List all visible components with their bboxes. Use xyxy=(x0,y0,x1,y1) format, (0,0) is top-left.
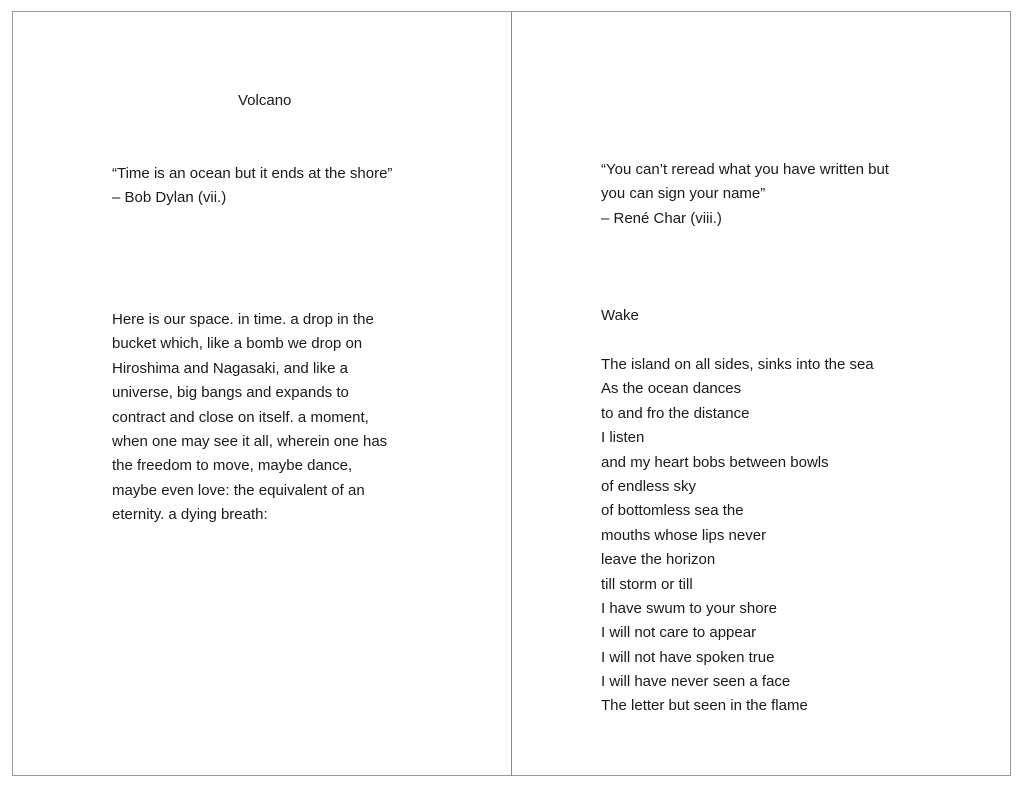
poem-line: I will not care to appear xyxy=(601,624,757,642)
prose-line: bucket which, like a bomb we drop on xyxy=(112,335,363,353)
poem-line: I will not have spoken true xyxy=(601,648,775,666)
poem-line: leave the horizon xyxy=(601,551,716,569)
prose-line: when one may see it all, wherein one has xyxy=(112,432,388,450)
prose-line: the freedom to move, maybe dance, xyxy=(112,457,353,475)
left-epigraph-quote: “Time is an ocean but it ends at the shore” xyxy=(112,165,393,182)
left-page-title: Volcano xyxy=(238,92,292,109)
prose-line: universe, big bangs and expands to xyxy=(112,384,349,402)
right-epigraph-quote-line: you can sign your name” xyxy=(601,185,766,203)
poem-line: I listen xyxy=(601,429,645,447)
prose-line: eternity. a dying breath: xyxy=(112,506,268,524)
poem-line: till storm or till xyxy=(601,575,693,593)
right-epigraph-attribution: – René Char (viii.) xyxy=(601,209,722,227)
poem-line: and my heart bobs between bowls xyxy=(601,453,829,471)
poem-line: to and fro the distance xyxy=(601,404,750,422)
left-prose-paragraph xyxy=(112,308,387,528)
page-divider xyxy=(511,11,512,776)
poem-line: of bottomless sea the xyxy=(601,502,744,520)
left-epigraph-attribution: – Bob Dylan (vii.) xyxy=(112,189,227,207)
poem-line: I will have never seen a face xyxy=(601,673,791,691)
left-epigraph xyxy=(112,162,392,211)
poem-line: The letter but seen in the flame xyxy=(601,697,808,715)
right-epigraph-quote-line: “You can’t reread what you have written but xyxy=(601,161,889,178)
poem-line: The island on all sides, sinks into the sea xyxy=(601,356,874,373)
prose-line: Hiroshima and Nagasaki, and like a xyxy=(112,359,348,377)
poem-line: of endless sky xyxy=(601,477,697,495)
prose-line: Here is our space. in time. a drop in the xyxy=(112,311,374,328)
prose-line: contract and close on itself. a moment, xyxy=(112,408,369,426)
poem-line: I have swum to your shore xyxy=(601,599,777,617)
poem-line: As the ocean dances xyxy=(601,380,742,398)
poem-title: Wake xyxy=(601,307,639,324)
poem-line: mouths whose lips never xyxy=(601,526,767,544)
prose-line: maybe even love: the equivalent of an xyxy=(112,481,365,499)
right-epigraph xyxy=(601,158,889,231)
poem-body xyxy=(601,353,874,719)
